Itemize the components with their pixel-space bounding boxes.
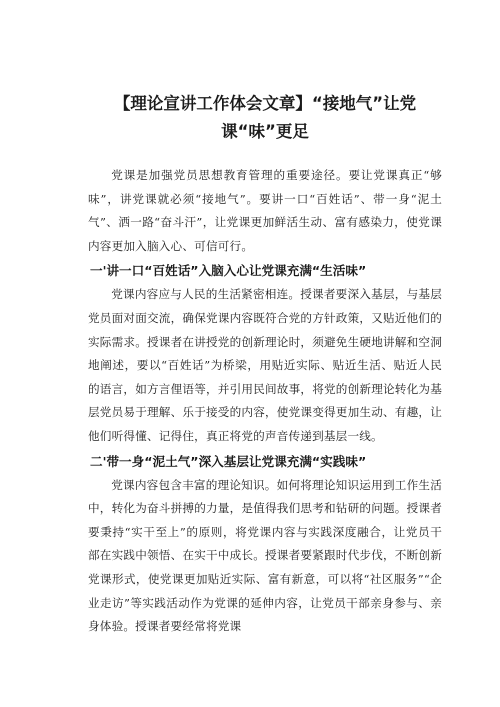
intro-paragraph: 党课是加强党员思想教育管理的重要途径。要让党课真正“够味”，讲党课就必须“接地气”。要讲一口“百姓话”、带一身“泥土气”、洒一路“奋斗汗”，让党课更加鲜活生动、富有感染力，使党课内容更加入脑入心、可信可行。 — [88, 168, 442, 253]
section-1-heading: 一'讲一口“百姓话”入脑入心让党课充满“生活味” — [90, 263, 367, 279]
section-2-body: 党课内容包含丰富的理论知识。如何将理论知识运用到工作生活中，转化为奋斗拼搏的力量，是值得我们思考和钻研的问题。授课者要秉持“实干至上”的原则，将党课内容与实践深度融合，让党员干部在实践中领悟、在实干中成长。授课者要紧跟时代步伐，不断创新党课形式，使党课更加贴近实际、富有新意，可以将“社区服务”“企业走访”等实践活动作为党课的延伸内容，让党员干部亲身参与、亲身体验。授课者要经常将党课 — [88, 477, 442, 634]
section-2-heading: 二'带一身“泥土气”深入基层让党课充满“实践味” — [90, 453, 367, 469]
section-1-body: 党课内容应与人民的生活紧密相连。授课者要深入基层，与基层党员面对面交流，确保党课内容既符合党的方针政策，又贴近他们的实际需求。授课者在讲授党的创新理论时，须避免生硬地讲解和空洞地阐述，要以“百姓话”为桥梁，用贴近实际、贴近生活、贴近人民的语言，如方言俚语等，并引用民间故事，将党的创新理论转化为基层党员易于理解、乐于接受的内容，使党课变得更加生动、有趣，让他们听得懂、记得住，真正将党的声音传递到基层一线。 — [88, 287, 442, 443]
document-title: 【理论宣讲工作体会文章】“接地气”让党课“味”更足 — [113, 94, 417, 141]
